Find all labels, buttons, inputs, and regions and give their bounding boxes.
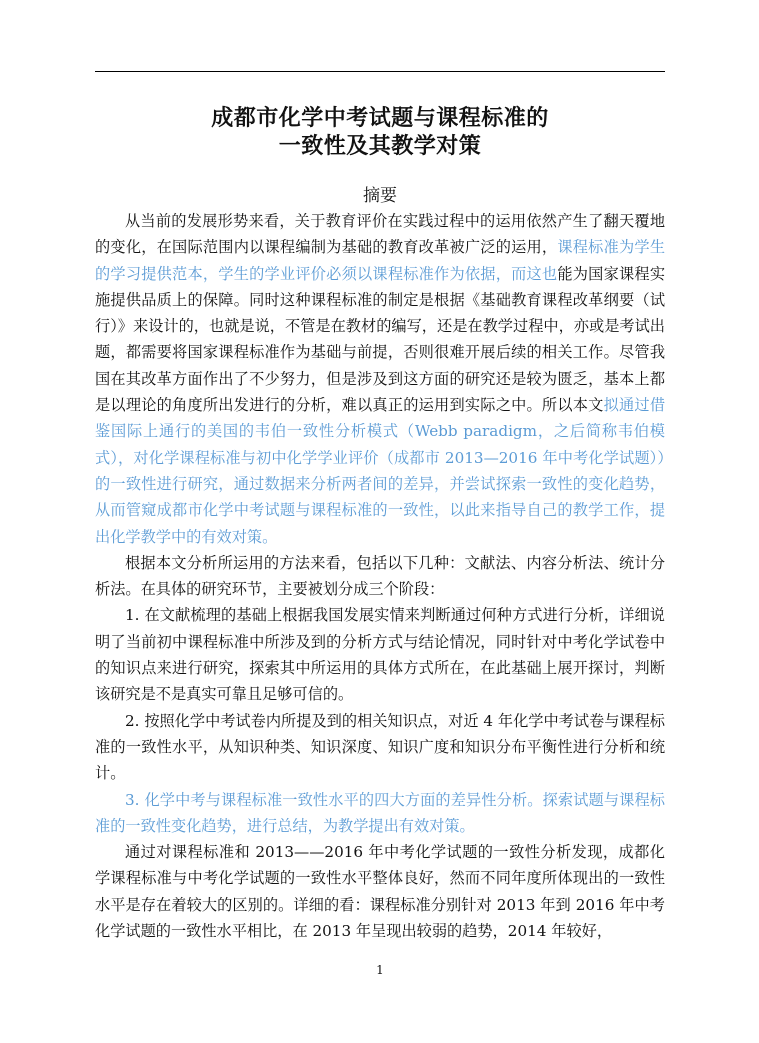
- highlighted-text: 拟通过借鉴国际上通行的美国的韦伯一致性分析模式（Webb paradigm，之后简称韦伯模式），对化学课程标准与初中化学学业评价（成都市 2013—2016 年中考化学试题））的一致性进行研究，通过数据来分析两者间的差异，并尝试探索一致性的变化趋势，从而管窥成都市化学中考试题与课程标准的一致性，以此来指导自己的教学工作，提出化学教学中的有效对策。: [95, 396, 666, 546]
- page-number: 1: [376, 963, 384, 977]
- paragraph-text: 能为国家课程实施提供品质上的保障。同时这种课程标准的制定是根据《基础教育课程改革纲要（试行）》来设计的，也就是说，不管是在教材的编写，还是在教学过程中，亦或是考试出题，都需要将国家课程标准作为基础与前提，否则很难开展后续的相关工作。尽管我国在其改革方面作出了不少努力，但是涉及到这方面的研究还是较为匮乏，基本上都是以理论的角度所出发进行的分析，难以真正的运用到实际之中。所以本文: [95, 264, 666, 415]
- title-line-1: 成都市化学中考试题与课程标准的: [211, 105, 549, 131]
- paragraph-text: 通过对课程标准和 2013——2016 年中考化学试题的一致性分析发现，成都化学课程标准与中考化学试题的一致性水平整体良好，然而不同年度所体现出的一致性水平是存在着较大的区别的。详细的看：课程标准分别针对 2013 年到 2016 年中考化学试题的一致性水平相比，在 2013 年呈现出较弱的趋势，2014 年较好，: [95, 843, 665, 941]
- paragraph-text: 1. 在文献梳理的基础上根据我国发展实情来判断通过何种方式进行分析，详细说明了当前初中课程标准中所涉及到的分析方式与结论情况，同时针对中考化学试卷中的知识点来进行研究，探索其中所运用的具体方式所在，在此基础上展开探讨，判断该研究是不是真实可靠且足够可信的。: [95, 606, 665, 704]
- paragraph-text: 2. 按照化学中考试卷内所提及到的相关知识点，对近 4 年化学中考试卷与课程标准的一致性水平，从知识种类、知识深度、知识广度和知识分布平衡性进行分析和统计。: [95, 711, 665, 783]
- highlighted-text: 课程标准为学生的学习提供范本，学生的学业评价必须以课程标准作为依据，而这也: [95, 238, 666, 283]
- abstract-heading: 摘要: [363, 186, 397, 206]
- paragraph-text: 从当前的发展形势来看，关于教育评价在实践过程中的运用依然产生了翻天覆地的变化，在国际范围内以课程编制为基础的教育改革被广泛的运用，: [95, 212, 665, 257]
- header-rule: [95, 71, 665, 72]
- paragraph-2: [95, 550, 665, 603]
- title-line-2: 一致性及其教学对策: [278, 133, 482, 159]
- highlighted-text: 3. 化学中考与课程标准一致性水平的四大方面的差异性分析。探索试题与课程标准的一致性变化趋势，进行总结，为教学提出有效对策。: [95, 790, 665, 835]
- paragraph-3: [95, 602, 665, 707]
- paragraph-1: [95, 208, 665, 550]
- paragraph-4: [95, 708, 665, 787]
- paragraph-5: [95, 787, 665, 840]
- paragraph-text: 根据本文分析所运用的方法来看，包括以下几种：文献法、内容分析法、统计分析法。在具体的研究环节，主要被划分成三个阶段：: [95, 553, 665, 599]
- paragraph-6: [95, 839, 665, 944]
- abstract-body: [95, 208, 665, 944]
